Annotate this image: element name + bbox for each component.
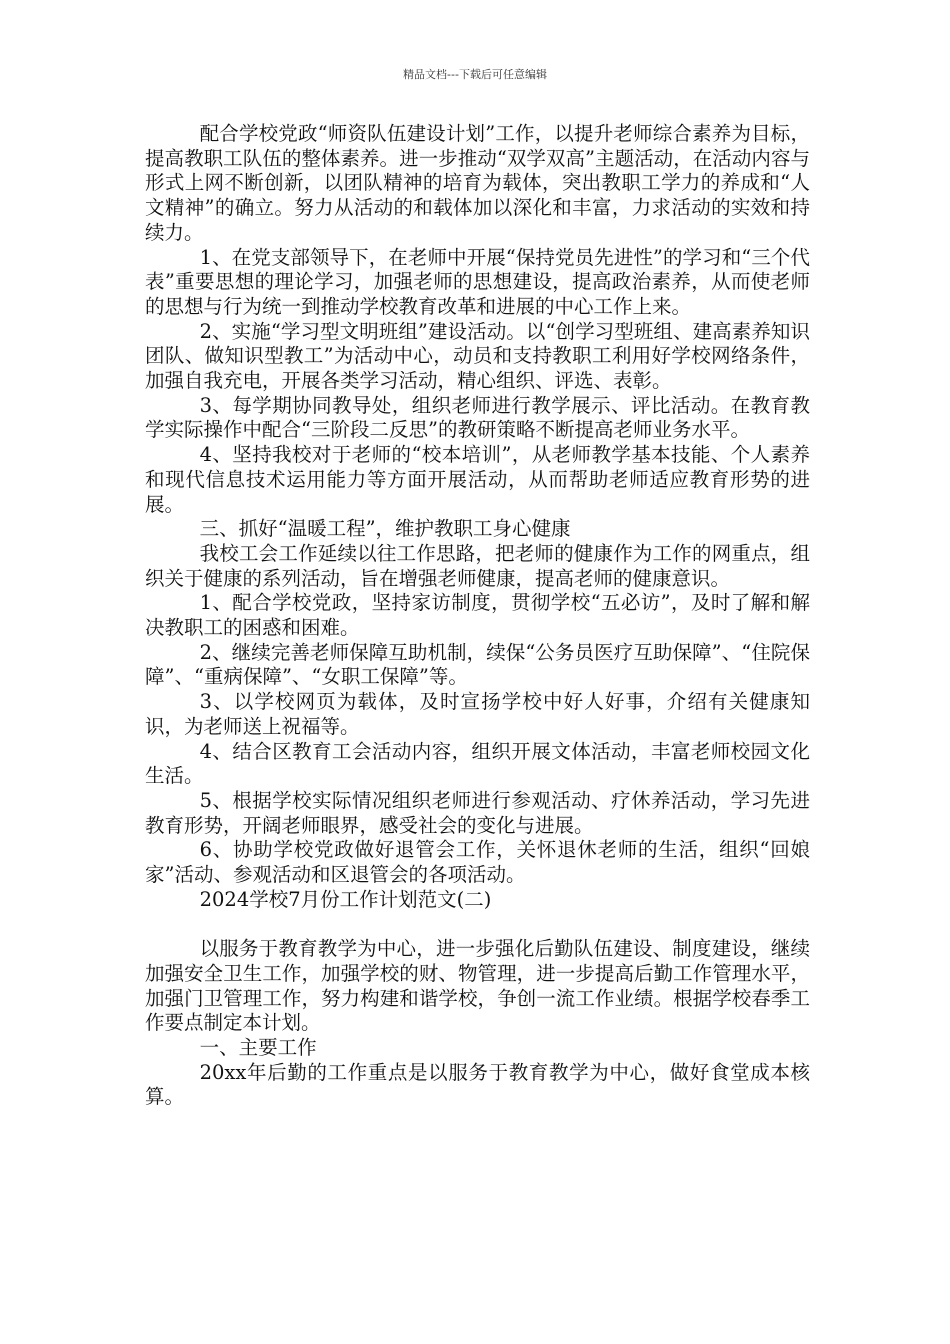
section-heading: 一、主要工作	[199, 1036, 317, 1059]
paragraph: 4、结合区教育工会活动内容，组织开展文体活动，丰富老师校园文化生活。	[145, 739, 810, 788]
paragraph: 2、实施“学习型文明班组”建设活动。以“创学习型班组、建高素养知识团队、做知识型教工”为活动中心，动员和支持教职工利用好学校网络条件，加强自我充电，开展各类学习活动，精心组织、评选、表彰。	[145, 319, 810, 393]
paragraph: 我校工会工作延续以往工作思路，把老师的健康作为工作的网重点，组织关于健康的系列活动，旨在增强老师健康，提高老师的健康意识。	[145, 541, 810, 590]
paragraph: 6、协助学校党政做好退管会工作，关怀退休老师的生活，组织“回娘家”活动、参观活动和区退管会的各项活动。	[145, 838, 810, 887]
paragraph: 以服务于教育教学为中心，进一步强化后勤队伍建设、制度建设，继续加强安全卫生工作，加强学校的财、物管理，进一步提高后勤工作管理水平，加强门卫管理工作，努力构建和谐学校，争创一流工作业绩。根据学校春季工作要点制定本计划。	[145, 937, 810, 1035]
paragraph: 1、在党支部领导下，在老师中开展“保持党员先进性”的学习和“三个代表”重要思想的理论学习，加强老师的思想建设，提高政治素养，从而使老师的思想与行为统一到推动学校教育改革和进展的中心工作上来。	[145, 245, 810, 318]
paragraph: 3、每学期协同教导处，组织老师进行教学展示、评比活动。在教育教学实际操作中配合“三阶段二反思”的教研策略不断提高老师业务水平。	[145, 393, 810, 442]
paragraph: 4、坚持我校对于老师的“校本培训”，从老师教学基本技能、个人素养和现代信息技术运用能力等方面开展活动，从而帮助老师适应教育形势的进展。	[145, 443, 810, 516]
page-header: 精品文档---下载后可任意编辑	[403, 68, 547, 81]
paragraph: 1、配合学校党政，坚持家访制度，贯彻学校“五必访”，及时了解和解决教职工的困惑和困难。	[145, 591, 810, 640]
document-body	[145, 122, 810, 1110]
paragraph: 配合学校党政“师资队伍建设计划”工作，以提升老师综合素养为目标，提高教职工队伍的整体素养。进一步推动“双学双高”主题活动，在活动内容与形式上网不断创新，以团队精神的培育为载体，突出教职工学力的养成和“人文精神”的确立。努力从活动的和载体加以深化和丰富，力求活动的实效和持续力。	[145, 122, 810, 244]
paragraph: 20xx年后勤的工作重点是以服务于教育教学为中心，做好食堂成本核算。	[145, 1060, 810, 1109]
document-subtitle: 2024学校7月份工作计划范文(二)	[199, 887, 492, 911]
blank-line	[145, 913, 810, 938]
section-heading: 三、抓好“温暖工程”，维护教职工身心健康	[199, 517, 571, 541]
paragraph: 3、以学校网页为载体，及时宣扬学校中好人好事，介绍有关健康知识，为老师送上祝福等。	[145, 690, 810, 738]
paragraph: 5、根据学校实际情况组织老师进行参观活动、疗休养活动，学习先进教育形势，开阔老师眼界，感受社会的变化与进展。	[145, 788, 810, 837]
paragraph: 2、继续完善老师保障互助机制，续保“公务员医疗互助保障”、“住院保障”、“重病保障”、“女职工保障”等。	[145, 640, 810, 689]
